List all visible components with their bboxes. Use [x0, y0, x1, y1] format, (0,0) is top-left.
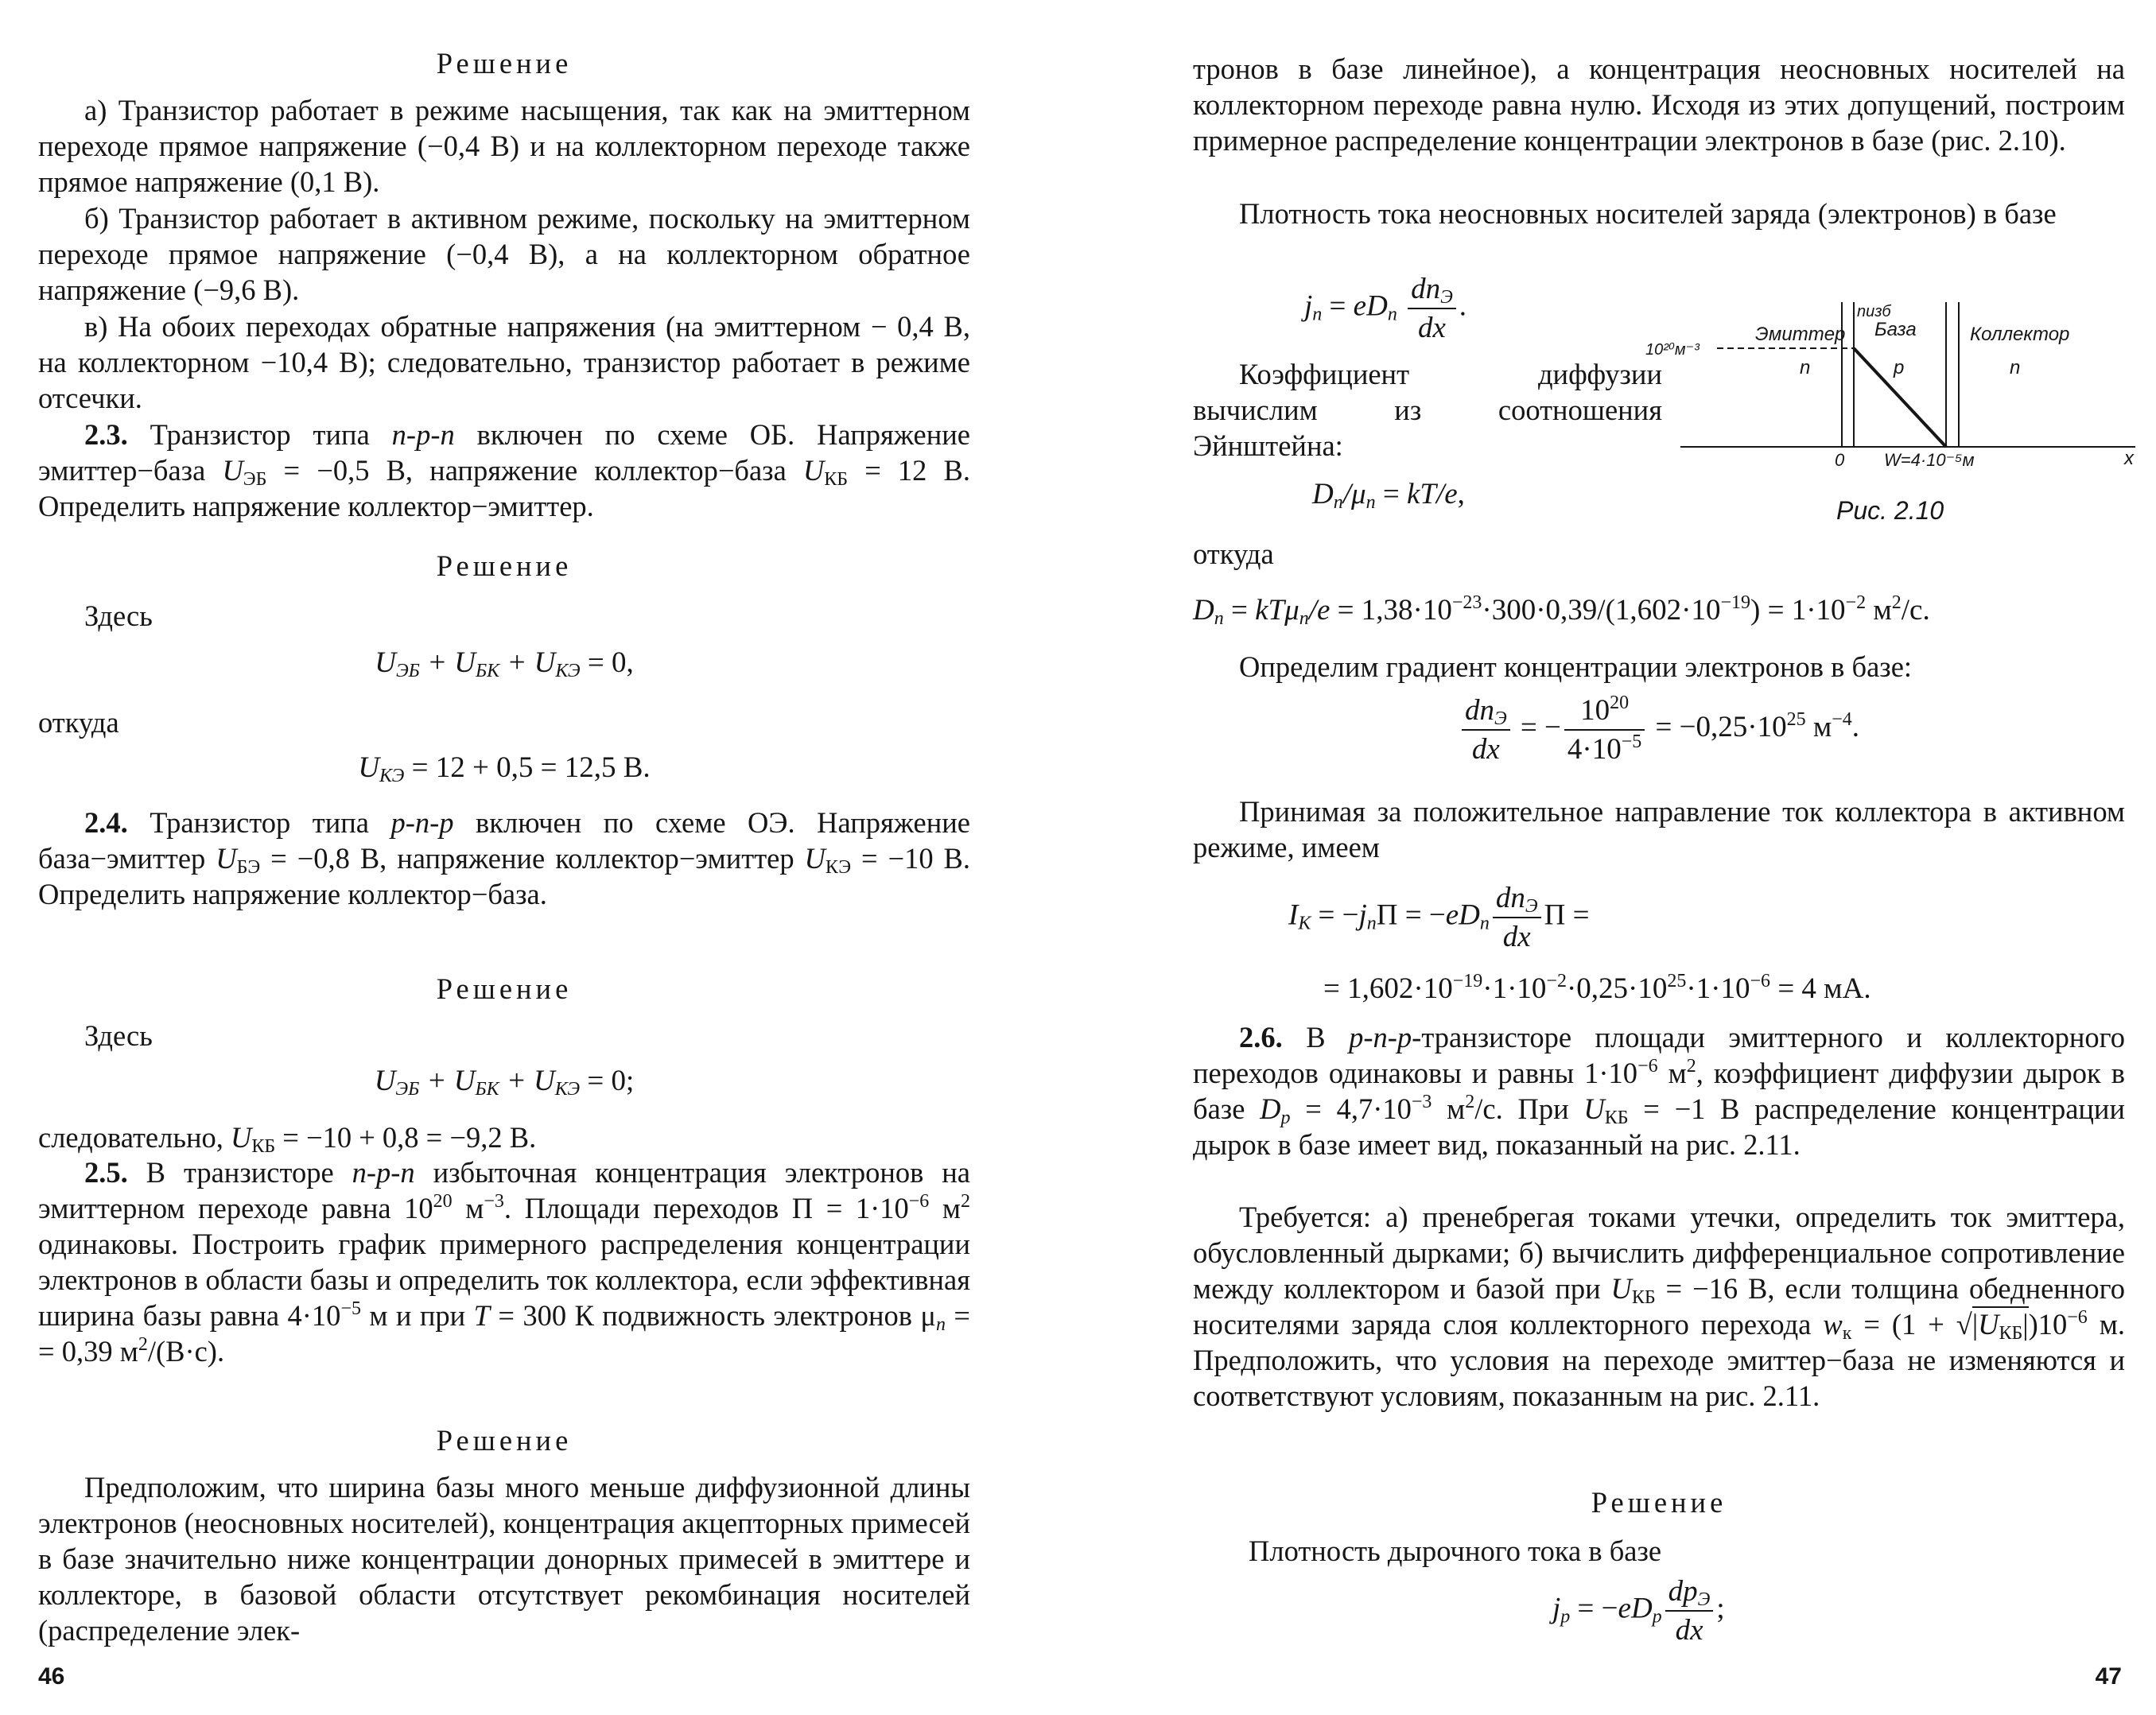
here-word: Здесь	[84, 599, 153, 632]
figure-caption: Рис. 2.10	[1836, 496, 1944, 525]
page-number: 47	[2095, 1663, 2122, 1690]
consequently-line: следовательно, $U_{КБ} = -10 + 0,8 = -9,2$ В.	[38, 1121, 537, 1157]
whence-word: откуда	[38, 706, 119, 739]
solution-heading: Решение	[1591, 1486, 1727, 1519]
gradient-paragraph: Определим градиент концентрации электронов в базе:	[1239, 650, 1913, 683]
task-2-4: 2.4. Транзистор типа p-n-p включен по схеме ОЭ. Напряжение база−эмиттер $U_{БЭ} = -0,8$ В, напряжение коллектор−эмиттер $U_{КЭ} = -10$ В. Определить напряжение коллектор−база.	[38, 806, 971, 910]
equation-voltage-sum-2: $U_{ЭБ} + U_{БК} + U_{КЭ} = 0$;	[374, 1065, 635, 1100]
equation-gradient: $\frac{dn_Э}{dx}$ = − $\frac{10^{20}}{4\cdot 10^{-5}}$ = $-0,25\cdot 10^{25}$ $м^{-4}$.	[1193, 693, 2125, 766]
equation-dn: $D_n = kT\mu_n/e = 1,38\cdot 10^{-23}\cdot 300\cdot 0,39/(1,602\cdot 10^{-19}) = 1\cdot 10^{-2}$ $м^2/с$.	[1193, 592, 1930, 629]
continued-paragraph: тронов в базе линейное), а концентрация неосновных носителей на коллекторном переходе равна нулю. Исходя из этих допущений, построим примерное распределение концентрации электронов в базе (рис. 2.10).	[1193, 52, 2125, 157]
current-density-paragraph: Плотность тока неосновных носителей заряда (электронов) в базе	[1239, 197, 2057, 230]
equation-voltage-sum: $U_{ЭБ} + U_{БК} + U_{КЭ} = 0$,	[375, 646, 634, 681]
solution-paragraph-b: б) Транзистор работает в активном режиме, поскольку на эмиттерном переходе прямое напряжение (−0,4 В), а на коллекторном обратное напряжение (−9,6 В).	[38, 202, 970, 306]
label-emitter: Эмиттер	[1755, 324, 1846, 345]
label-y-value: 10²⁰м⁻³	[1645, 341, 1700, 359]
requirements-paragraph: Требуется: а) пренебрегая токами утечки, определить ток эмиттера, обусловленный дырками; б) вычислить дифференциальное сопротивление между коллектором и базой при $U_{КБ} = -16$ В, если толщина обедненного носителями заряда слоя коллекторного перехода $w_к = (1 + √|U_{КБ}|)10^{-6}$ м. Предположить, что условия на переходе эмиттер−база не изменяются и соответствуют условиям, показанным на рис. 2.11.	[1193, 1201, 2125, 1412]
solution-heading: Решение	[436, 972, 573, 1005]
right-text-column	[1193, 0, 2125, 1715]
task-2-5: 2.5. В транзисторе n-p-n избыточная концентрация электронов на эмиттерном переходе равна $10^{20}$ $м^{-3}$. Площади переходов $П = 1\cdot 10^{-6}$ $м^2$ одинаковы. Построить график примерного распределения концентрации электронов в области базы и определить ток коллектора, если эффективная ширина базы равна $4\cdot 10^{-5}$ м и при T = 300 К подвижность электронов $\mu_n$ = = 0,39 $м^2/(В\cdot с)$.	[38, 1156, 970, 1368]
diffusion-paragraph: Коэффициент диффузии вычислим из соотношения Эйнштейна:	[1193, 358, 1662, 462]
figure-2-10	[1644, 294, 2153, 477]
equation-jn: $j_n = eD_n$ $\frac{dn_Э}{dx}$ .	[1304, 273, 1467, 344]
label-base-type: p	[1894, 357, 1905, 378]
whence-word: откуда	[1193, 537, 1274, 570]
label-collector-type: n	[2010, 357, 2021, 378]
left-text-column	[38, 0, 970, 1715]
solution-heading: Решение	[436, 47, 573, 80]
equation-uke: $U_{КЭ} = 12 + 0,5 = 12,5$ В.	[358, 751, 651, 786]
label-collector: Коллектор	[1970, 324, 2070, 345]
solution-heading: Решение	[436, 1424, 573, 1457]
label-emitter-type: n	[1800, 357, 1811, 378]
equation-einstein: $D_n/\mu_n = kT/e$,	[1312, 478, 1465, 513]
task-2-3: 2.3. Транзистор типа n-p-n включен по схеме ОБ. Напряжение эмиттер−база $U_{ЭБ} = -0,5$ В, напряжение коллектор−база $U_{КБ} = 12$ В. Определить напряжение коллектор−эмиттер.	[38, 418, 970, 522]
solution-heading: Решение	[436, 549, 573, 582]
equation-ik-line2: = $1,602\cdot 10^{-19}\cdot 1\cdot 10^{-2}\cdot 0,25\cdot 10^{25}\cdot 1\cdot 10^{-6} = 4$ мА.	[1323, 971, 1871, 1005]
equation-ik-line1: $I_К = -j_nП = -eD_n$ $\frac{dn_Э}{dx}$ П =	[1288, 882, 1590, 953]
assumption-paragraph: Предположим, что ширина базы много меньше диффузионной длины электронов (неосновных носителей), концентрация акцепторных примесей в базе значительно ниже концентрации донорных примесей в эмиттере и коллекторе, в базовой области отсутствует рекомбинация носителей (распределение элек-	[38, 1471, 970, 1647]
equation-jp: $j_p = -eD_p$ $\frac{dp_Э}{dx}$ ;	[1552, 1575, 1725, 1647]
hole-current-paragraph: Плотность дырочного тока в базе	[1249, 1535, 1662, 1567]
here-word: Здесь	[84, 1019, 153, 1052]
page-number: 46	[38, 1663, 65, 1690]
task-2-6: 2.6. В p-n-p-транзисторе площади эмиттерного и коллекторного переходов одинаковы и равны $1\cdot 10^{-6}$ $м^2$, коэффициент диффузии дырок в базе $D_p = 4,7\cdot 10^{-3}$ $м^2/с$. При $U_{КБ} = -1$ В распределение концентрации дырок в базе имеет вид, показанный на рис. 2.11.	[1193, 1021, 2125, 1161]
label-nizb: nизб	[1857, 303, 1891, 320]
label-base: База	[1874, 319, 1917, 340]
right-page	[1078, 0, 2156, 1715]
solution-paragraph-c: в) На обоих переходах обратные напряжения (на эмиттерном − 0,4 В, на коллекторном −10,4 В); следовательно, транзистор работает в режиме отсечки.	[38, 310, 970, 414]
label-zero: 0	[1835, 450, 1845, 470]
positive-direction-paragraph: Принимая за положительное направление ток коллектора в активном режиме, имеем	[1193, 795, 2125, 863]
label-width: W=4·10⁻⁵м	[1884, 450, 1975, 470]
label-x: x	[2124, 448, 2134, 469]
solution-paragraph-a: а) Транзистор работает в режиме насыщения, так как на эмиттерном переходе прямое напряжение (−0,4 В) и на коллекторном переходе также прямое напряжение (0,1 В).	[38, 94, 970, 198]
